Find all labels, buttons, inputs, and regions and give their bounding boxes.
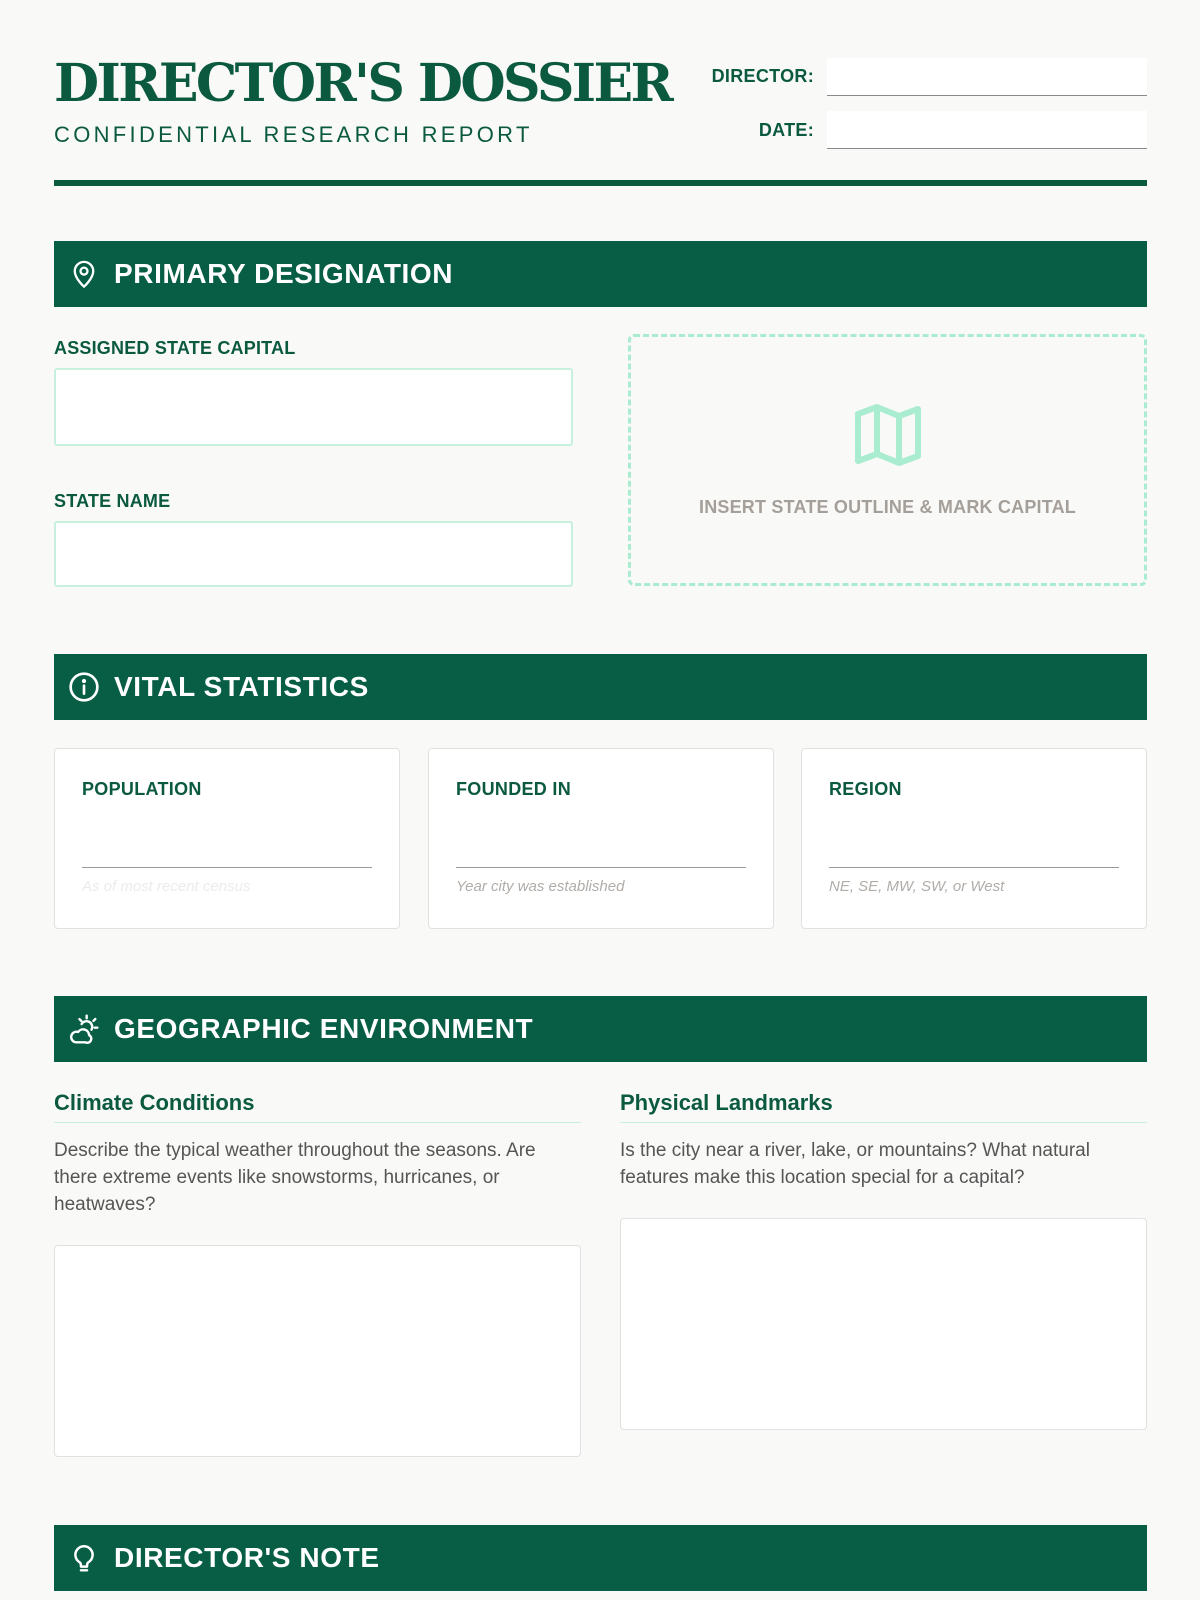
header-divider	[54, 180, 1147, 186]
region-hint: NE, SE, MW, SW, or West	[829, 878, 1005, 895]
region-input[interactable]	[829, 867, 1119, 868]
dossier-page	[54, 0, 1147, 1600]
director-field[interactable]	[827, 58, 1147, 96]
population-input[interactable]	[82, 867, 372, 868]
landmarks-prompt: Is the city near a river, lake, or mountains? What natural features make this location special for a capital?	[620, 1140, 1090, 1188]
state-name-input[interactable]	[54, 521, 573, 587]
section-vital-statistics	[54, 654, 1147, 720]
section-directors-note	[54, 1525, 1147, 1591]
population-card	[54, 748, 400, 929]
founded-hint: Year city was established	[456, 878, 625, 895]
founded-card	[428, 748, 774, 929]
landmarks-textarea[interactable]	[620, 1218, 1147, 1430]
sun-cloud-icon	[68, 1013, 100, 1045]
date-field[interactable]	[827, 111, 1147, 149]
section-title: VITAL STATISTICS	[114, 671, 369, 702]
section-title: GEOGRAPHIC ENVIRONMENT	[114, 1013, 534, 1044]
climate-title: Climate Conditions	[54, 1090, 581, 1123]
document-title: DIRECTOR'S DOSSIER	[54, 53, 672, 114]
map-pin-icon	[68, 258, 100, 290]
climate-column	[54, 1090, 581, 1218]
map-caption: INSERT STATE OUTLINE & MARK CAPITAL	[699, 497, 1076, 517]
lightbulb-icon	[68, 1542, 100, 1574]
landmarks-title: Physical Landmarks	[620, 1090, 1147, 1123]
info-icon	[68, 671, 100, 703]
founded-input[interactable]	[456, 867, 746, 868]
date-label: DATE:	[758, 120, 814, 140]
section-title: PRIMARY DESIGNATION	[114, 258, 454, 289]
region-label: REGION	[829, 779, 902, 799]
climate-prompt: Describe the typical weather throughout the seasons. Are there extreme events like snowstorms, hurricanes, or heatwaves?	[54, 1140, 536, 1215]
region-card	[801, 748, 1147, 929]
population-hint: As of most recent census	[82, 878, 251, 895]
state-name-label: STATE NAME	[54, 491, 171, 511]
map-icon	[853, 402, 923, 473]
section-title: DIRECTOR'S NOTE	[114, 1542, 380, 1573]
capital-input[interactable]	[54, 368, 573, 446]
state-outline-dropzone[interactable]	[628, 334, 1147, 586]
section-primary-designation	[54, 241, 1147, 307]
climate-textarea[interactable]	[54, 1245, 581, 1457]
section-geographic-environment	[54, 996, 1147, 1062]
director-label: DIRECTOR:	[711, 66, 814, 86]
founded-label: FOUNDED IN	[456, 779, 571, 799]
landmarks-column	[620, 1090, 1147, 1191]
population-label: POPULATION	[82, 779, 202, 799]
document-subtitle: CONFIDENTIAL RESEARCH REPORT	[54, 122, 533, 147]
capital-label: ASSIGNED STATE CAPITAL	[54, 338, 296, 358]
